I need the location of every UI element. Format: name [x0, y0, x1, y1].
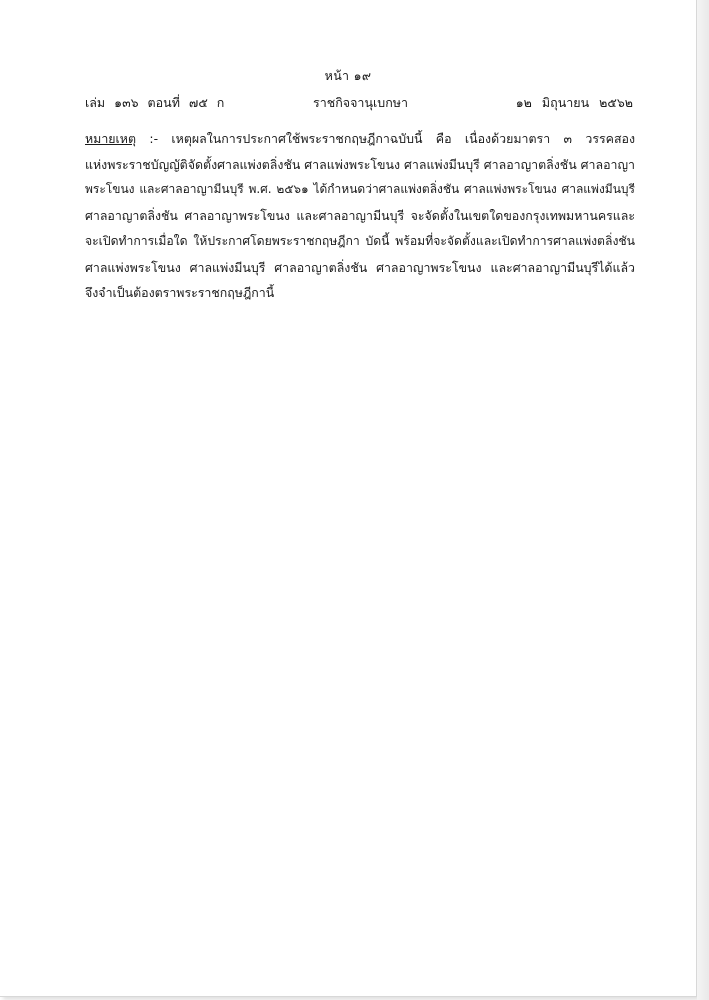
publication-title: ราชกิจจานุเบกษา [313, 95, 409, 110]
remark-line-last: จึงจำเป็นต้องตราพระราชกฤษฎีกานี้ [85, 285, 275, 301]
remark-line: ศาลแพ่งพระโขนง ศาลแพ่งมีนบุรี ศาลอาญาตลิ่งชัน ศาลอาญาพระโขนง และศาลอาญามีนบุรีได้แล้ว [85, 259, 635, 275]
remark-label: หมายเหตุ [85, 131, 137, 146]
remark-line: จะเปิดทำการเมื่อใด ให้ประกาศโดยพระราชกฤษฎีกา บัดนี้ พร้อมที่จะจัดตั้งและเปิดทำการศาลแพ่งตลิ่งชัน [85, 233, 635, 248]
remark-paragraph [85, 126, 635, 306]
page-number: หน้า ๑๙ [324, 68, 372, 83]
remark-line: แห่งพระราชบัญญัติจัดตั้งศาลแพ่งตลิ่งชัน ศาลแพ่งพระโขนง ศาลแพ่งมีนบุรี ศาลอาญาตลิ่งชัน ศาลอาญา [85, 156, 635, 172]
remark-line: พระโขนง และศาลอาญามีนบุรี พ.ศ. ๒๕๖๑ ได้กำหนดว่าศาลแพ่งตลิ่งชัน ศาลแพ่งพระโขนง ศาลแพ่งมีนบุรี [85, 182, 635, 197]
page-edge [697, 0, 709, 1000]
remark-line-1 [85, 126, 635, 152]
volume-info: เล่ม ๑๓๖ ตอนที่ ๗๕ ก [85, 95, 225, 110]
gazette-header [85, 93, 633, 113]
publication-date: ๑๒ มิถุนายน ๒๕๖๒ [515, 95, 633, 110]
remark-line: ศาลอาญาตลิ่งชัน ศาลอาญาพระโขนง และศาลอาญามีนบุรี จะจัดตั้งในเขตใดของกรุงเทพมหานครและ [85, 208, 635, 224]
remark-first-line-text: :- เหตุผลในการประกาศใช้พระราชกฤษฎีกาฉบับนี้ คือ เนื่องด้วยมาตรา ๓ วรรคสอง [136, 131, 635, 146]
